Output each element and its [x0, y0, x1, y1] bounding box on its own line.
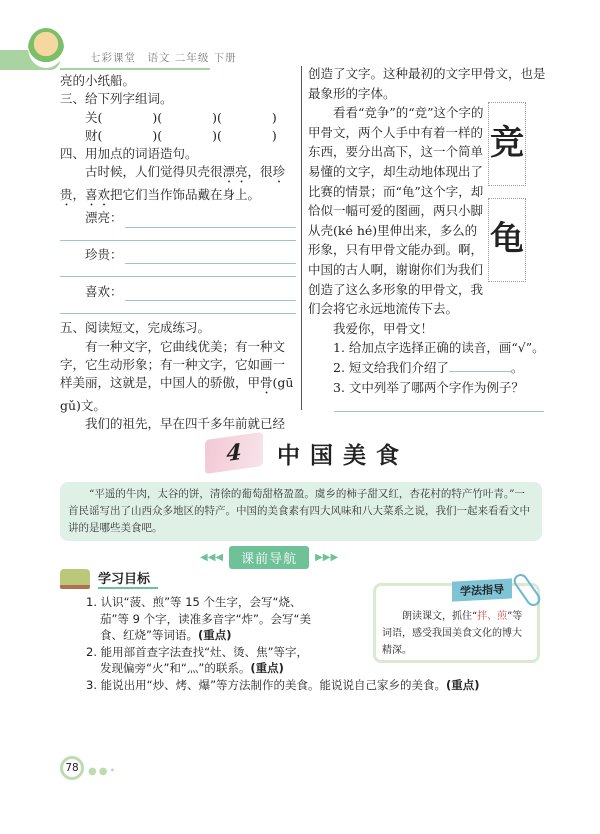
answer-line[interactable]	[60, 264, 296, 277]
text-line: 亮的小纸船。	[60, 73, 136, 88]
question-5: 五、阅读短文，完成练习。	[60, 320, 211, 336]
goals-title: 学习目标	[98, 568, 158, 589]
study-tip-text: 朗读课文，抓住“拌、煎”等词语，感受我国美食文化的博大精深。	[382, 611, 523, 656]
blanks[interactable]: ( )( )( )	[97, 109, 277, 125]
goal-item: 2. 能用部首查字法查找“灶、烫、焦”等字，发现偏旁“火”和“灬”的联系。(重点)	[86, 644, 309, 675]
column-divider	[301, 66, 302, 410]
left-arrows-icon: ◀◀◀	[200, 552, 224, 563]
answer-line[interactable]	[60, 301, 296, 314]
intro-banner: “平遥的牛肉，太谷的饼，清徐的葡萄甜格盈盈。虞乡的柿子甜又红，杏花村的特产竹叶青。”一首民谣写出了山西众多地区的特产。中国的美食素有四大风味和八大菜系之说，我们一起来看看文中讲的是哪些美食吧。	[60, 482, 542, 541]
section-nav	[200, 546, 338, 569]
question-3: 3. 文中列举了哪两个字作为例子？	[333, 379, 524, 395]
page-dots-decoration: ●●•	[88, 766, 118, 777]
reading-passage: 我们的祖先，早在四千多年前就已经	[85, 416, 286, 432]
reading-passage: 我爱你，甲骨文！	[333, 320, 434, 336]
lesson-title-text: 中国美食	[277, 441, 409, 469]
oracle-bone-glyph-jing: 竞	[488, 102, 526, 186]
sentence-field[interactable]	[85, 209, 296, 227]
header-rule	[60, 68, 210, 70]
blanks[interactable]: ( )( )( )	[97, 127, 277, 143]
reading-passage: 创造了文字。这种最初的文字甲骨文，也是最象形的字体。	[308, 66, 546, 101]
study-tip-title: 学法指导	[452, 578, 512, 601]
goals-header	[60, 568, 158, 589]
sentence-field[interactable]	[85, 283, 296, 301]
right-arrows-icon: ▶▶▶	[315, 552, 339, 563]
word-label: 珍贵：	[85, 247, 123, 263]
word-label: 喜欢：	[85, 283, 123, 299]
word-label: 漂亮：	[85, 210, 123, 226]
page-number: 78	[60, 756, 84, 780]
book-icon	[205, 432, 263, 474]
question-2: 2. 短文给我们介绍了 。	[333, 359, 524, 375]
question-3: 三、给下列字组词。	[60, 91, 173, 107]
goal-item: 3. 能说出用“炒、烤、爆”等方法制作的美食。能说说自己家乡的美食。(重点)	[86, 677, 480, 692]
word-group-row	[85, 127, 296, 145]
answer-line[interactable]	[60, 228, 296, 241]
lesson-title	[205, 436, 409, 470]
mascot-icon	[28, 28, 64, 68]
question-4: 四、用加点的词语造句。	[60, 146, 198, 162]
section-label: 课前导航	[229, 546, 309, 569]
running-header: 七彩课堂 语文 二年级 下册	[90, 52, 237, 64]
lesson-number: 4	[226, 438, 242, 468]
answer-blank[interactable]	[449, 360, 511, 372]
oracle-bone-glyph-gui: 龟	[488, 198, 526, 282]
answer-line[interactable]	[334, 411, 544, 412]
left-column	[60, 72, 296, 434]
goal-item: 1. 认识“菠、煎”等 15 个生字，会写“烧、茄”等 9 个字，读准多音字“炸”。会写“美食、红烧”等词语。(重点)	[86, 595, 311, 642]
char: 财	[85, 127, 98, 143]
sentence-field[interactable]	[85, 246, 296, 264]
reading-passage: 看看“竞争”的“竞”这个字的甲骨文，两个人手中有着一样的东西，要分出高下，这一个简单易懂的文字，却生动地体现出了比赛的情景；而“龟”这个字，却恰似一幅可爱的图画，两只小脚从壳(ké hé)里伸出来，多么的形象，只有甲骨文能办到。啊，中国的古人啊，谢谢你们为我们创造了这么多形象的甲骨文，我们会将它永远地流传下去。	[308, 105, 484, 317]
word-group-row	[85, 109, 296, 127]
char: 关	[85, 109, 98, 125]
question-1: 1. 给加点字选择正确的读音，画“√”。	[333, 340, 545, 356]
reading-passage: 有一种文字，它曲线优美；有一种文字，它生动形象；有一种文字，它如画一样美丽，这就是，中国人的骄傲，甲骨(gū gǔ)文。	[60, 338, 294, 414]
q4-passage: 古时候，人们觉得贝壳很漂亮，很珍贵，喜欢把它们当作饰品戴在身上。	[60, 164, 286, 203]
food-basket-icon	[60, 569, 90, 589]
